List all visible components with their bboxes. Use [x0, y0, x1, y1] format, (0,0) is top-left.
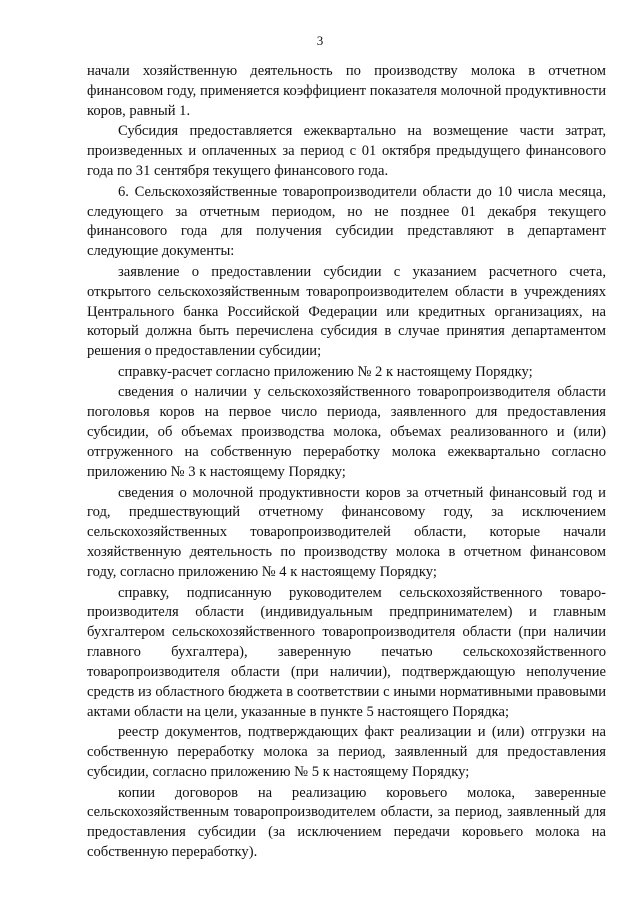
paragraph-livestock-info: сведения о наличии у сельскохозяйственного товаропроизводителя области поголовья коров на первое число периода, заявленного для предоставления субсидии, об объемах производства молока, объемах реализованного и (или) отгруженного на собственную переработку молока ежеквартально согласно приложению № 3 к настоящему Порядку;	[87, 384, 606, 480]
paragraph-productivity-info: сведения о молочной продуктивности коров за отчетный финансовый год и год, предшествующий отчетному финансовому году, за исключением сельскохозяйственных товаропроизводителей области, которые начали хозяйственную деятельность по производству молока в отчетном финансовом году, согласно приложению № 4 к настоящему Порядку;	[87, 484, 606, 580]
paragraph-document-register: реестр документов, подтверждающих факт реализации и (или) отгрузки на собственную переработку молока за период, заявленный для предоставления субсидии, согласно приложению № 5 к настоящему Порядку;	[87, 724, 606, 780]
paragraph-continuation: начали хозяйственную деятельность по производству молока в отчетном финансовом году, применяется коэффициент показателя молочной продуктивности коров, равный 1.	[87, 63, 606, 119]
page-number: 3	[316, 33, 324, 48]
paragraph-signed-certificate: справку, подписанную руководителем сельскохозяйственного товаро-производителя области (индивидуальным предпринимателем) и главным бухгалтером сельскохозяйственного товаропроизводителя области (при наличии главного бухгалтера), заверенную печатью сельскохозяйственного товаропроизводителя области (при наличии), подтверждающую неполучение средств из областного бюджета в соответствии с иными нормативными правовыми актами области на цели, указанные в пункте 5 настоящего Порядка;	[87, 584, 606, 720]
paragraph-subsidy-period: Субсидия предоставляется ежеквартально на возмещение части затрат, произведенных и оплаченных за период с 01 октября предыдущего финансового года по 31 сентября текущего финансового года.	[87, 123, 606, 180]
paragraph-application: заявление о предоставлении субсидии с указанием расчетного счета, открытого сельскохозяйственным товаропроизводителем области в учреждениях Центрального банка Российской Федерации или кредитных организациях, на который должна быть перечислена субсидия в случае принятия департаментом решения о предоставлении субсидии;	[87, 263, 606, 360]
paragraph-calculation-certificate: справку-расчет согласно приложению № 2 к настоящему Порядку;	[118, 363, 533, 380]
paragraph-item-6: 6. Сельскохозяйственные товаропроизводители области до 10 числа месяца, следующего за отчетным периодом, но не позднее 01 декабря текущего финансового года для получения субсидии представляют в департамент следующие документы:	[87, 183, 606, 260]
paragraph-contract-copies: копии договоров на реализацию коровьего молока, заверенные сельскохозяйственным товаропроизводителем области, за период, заявленный для предоставления субсидии (за исключением передачи коровьего молока на собственную переработку).	[87, 784, 606, 861]
document-body	[87, 62, 606, 864]
